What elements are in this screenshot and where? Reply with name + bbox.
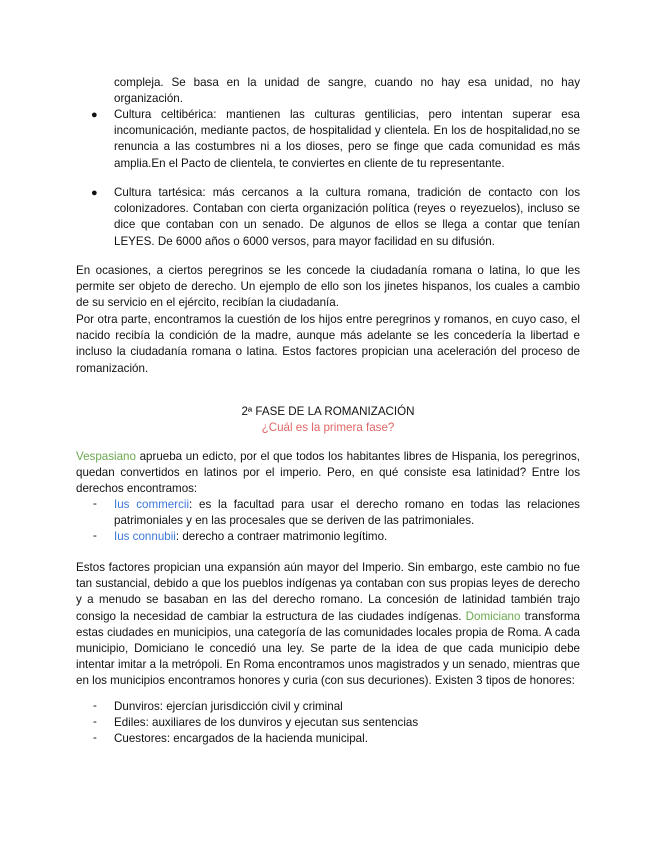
dash-marker: - bbox=[93, 529, 97, 542]
right-item bbox=[114, 497, 580, 529]
right-text: : es la facultad para usar el derecho romano en todas las relaciones patrimoniales y en las procesales que se deriven de las patrimoniales. bbox=[114, 498, 580, 528]
name-domiciano: Domiciano bbox=[465, 609, 521, 623]
bullet-marker: ● bbox=[91, 109, 98, 121]
right-term: Ius connubii bbox=[114, 530, 176, 543]
paragraph-ciudadania: En ocasiones, a ciertos peregrinos se les concede la ciudadanía romana o latina, lo que les permite ser objeto de derecho. Un ejemplo de ello son los jinetes hispanos, los cuales a cambio de su servicio en el ejército, recibían la ciudadanía. bbox=[76, 264, 580, 310]
dash-marker: - bbox=[93, 715, 97, 728]
right-term: Ius commercii bbox=[114, 498, 190, 511]
honor-item: Dunviros: ejercían jurisdicción civil y criminal bbox=[114, 700, 343, 713]
paragraph-hijos: Por otra parte, encontramos la cuestión de los hijos entre peregrinos y romanos, en cuyo caso, el nacido recibía la condición de la madre, aunque más adelante se les concedería la libertad e incluso la ciudadanía romana o latina. Estos factores propician una aceleración del proceso de romanización. bbox=[76, 313, 580, 375]
section-question: ¿Cuál es la primera fase? bbox=[261, 421, 395, 434]
right-text: : derecho a contraer matrimonio legítimo. bbox=[175, 530, 388, 543]
dash-marker: - bbox=[93, 731, 97, 744]
name-vespasiano: Vespasiano bbox=[76, 450, 136, 463]
honor-item: Cuestores: encargados de la hacienda municipal. bbox=[114, 732, 368, 745]
bullet-marker: ● bbox=[91, 187, 98, 199]
section-heading: 2ª FASE DE LA ROMANIZACIÓN bbox=[241, 405, 415, 418]
bullet-celtiberica: Cultura celtibérica: mantienen las culturas gentilicias, pero intentan superar esa incomunicación, mediante pactos, de hospitalidad y clientela. En los de hospitalidad,no se renuncia a las costumbres ni a los dioses, pero se finge que cada comunidad es más amplia.En el Pacto de clientela, te conviertes en cliente de tu representante. bbox=[114, 108, 580, 170]
paragraph-domiciano bbox=[76, 560, 580, 690]
bullet-tartesica: Cultura tartésica: más cercanos a la cultura romana, tradición de contacto con los colonizadores. Contaban con cierta organización política (reyes o reyezuelos), incluso se dice que contaban con un senado. De algunos de ellos se llega a contar que tenían LEYES. De 6000 años o 6000 versos, para mayor facilidad en su difusión. bbox=[114, 186, 580, 248]
paragraph-vespasiano bbox=[76, 449, 580, 498]
paragraph-domiciano-after: transforma estas ciudades en municipios, una categoría de las comunidades locales propia de Roma. A cada municipio, Domiciano le concedió una ley. Se parte de la idea de que cada municipio debe intentar imitar a la metrópoli. En Roma encontramos unos magistrados y un senado, mientras que en los municipios encontramos honores y curia (con sus decuriones). Existen 3 tipos de honores: bbox=[76, 609, 580, 688]
bullet-continuation: compleja. Se basa en la unidad de sangre, cuando no hay esa unidad, no hay organización. bbox=[114, 76, 580, 106]
paragraph-vespasiano-text: aprueba un edicto, por el que todos los habitantes libres de Hispania, los peregrinos, quedan convertidos en latinos por el imperio. Pero, en qué consiste esa latinidad? Entre los derechos encontramos: bbox=[76, 450, 580, 496]
dash-marker: - bbox=[93, 497, 97, 510]
honor-item: Ediles: auxiliares de los dunviros y ejecutan sus sentencias bbox=[114, 716, 419, 729]
paragraph-domiciano-before: Estos factores propician una expansión aún mayor del Imperio. Sin embargo, este cambio no fue tan sustancial, debido a que los pueblos indígenas ya contaban con sus propias leyes de derecho y a menudo se basaban en las del derecho romano. La concesión de latinidad también trajo consigo la necesidad de cambiar la estructura de las ciudades indígenas. bbox=[76, 561, 580, 623]
right-item bbox=[114, 529, 580, 545]
dash-marker: - bbox=[93, 699, 97, 712]
